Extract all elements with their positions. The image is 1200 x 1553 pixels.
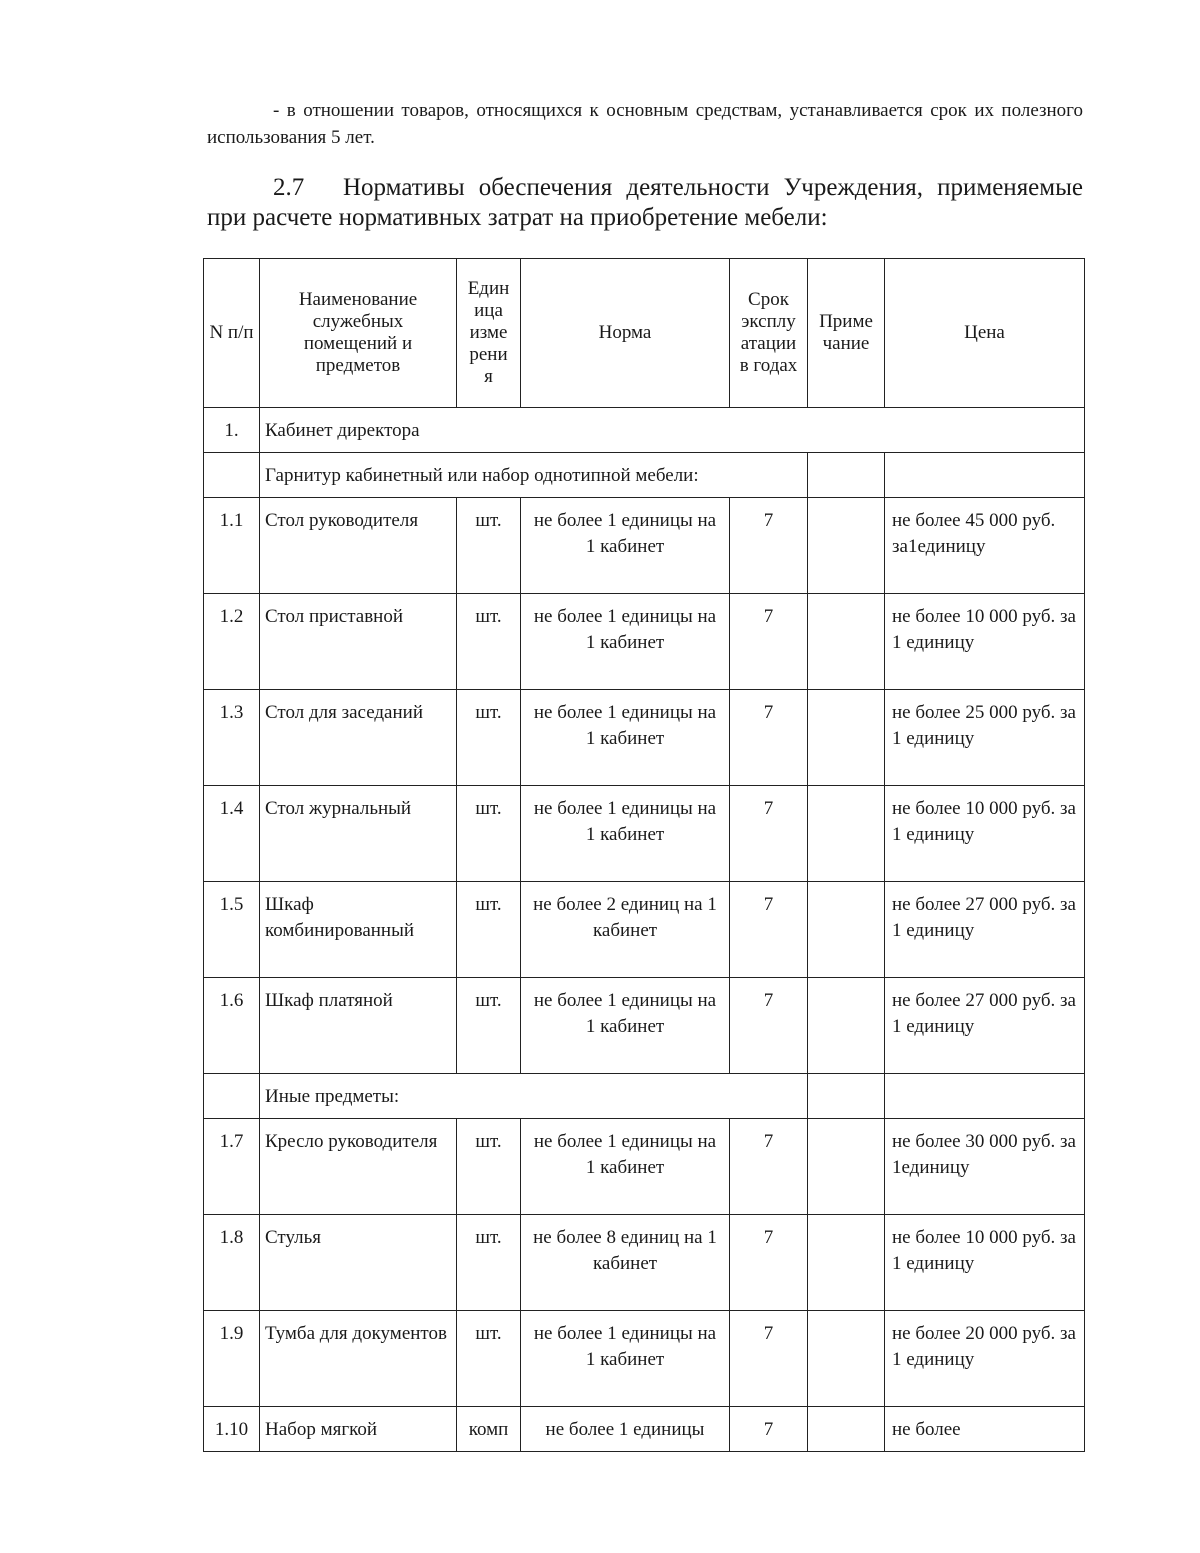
section-row (204, 408, 1085, 453)
row-num: 1.8 (204, 1215, 260, 1311)
row-name: Тумба для документов (260, 1311, 457, 1407)
section-row-name: Кабинет директора (260, 408, 1085, 453)
row-norm: не более 1 единицы на 1 кабинет (521, 1311, 730, 1407)
table-header-row (204, 259, 1085, 408)
header-num: N п/п (204, 259, 260, 408)
table-row (204, 1215, 1085, 1311)
row-unit: шт. (457, 1215, 521, 1311)
row-num: 1.3 (204, 690, 260, 786)
section-heading (207, 173, 1083, 233)
row-num: 1.4 (204, 786, 260, 882)
row-term: 7 (730, 1215, 808, 1311)
row-name: Шкаф платяной (260, 978, 457, 1074)
header-note: Приме чание (808, 259, 885, 408)
row-unit: шт. (457, 498, 521, 594)
row-norm: не более 1 единицы на 1 кабинет (521, 498, 730, 594)
row-name: Стол приставной (260, 594, 457, 690)
table-row (204, 690, 1085, 786)
table-row (204, 498, 1085, 594)
group-row-price (885, 453, 1085, 498)
row-norm: не более 8 единиц на 1 кабинет (521, 1215, 730, 1311)
row-term: 7 (730, 978, 808, 1074)
row-norm: не более 2 единиц на 1 кабинет (521, 882, 730, 978)
table-row (204, 786, 1085, 882)
table-row (204, 594, 1085, 690)
row-note (808, 498, 885, 594)
group-row-name: Гарнитур кабинетный или набор однотипной мебели: (260, 453, 808, 498)
row-price: не более 30 000 руб. за 1единицу (885, 1119, 1085, 1215)
row-num: 1.6 (204, 978, 260, 1074)
row-note (808, 1119, 885, 1215)
row-term: 7 (730, 690, 808, 786)
row-term: 7 (730, 1311, 808, 1407)
row-price: не более 10 000 руб. за 1 единицу (885, 594, 1085, 690)
row-price: не более 10 000 руб. за 1 единицу (885, 786, 1085, 882)
row-name: Шкаф комбинированный (260, 882, 457, 978)
row-norm: не более 1 единицы (521, 1407, 730, 1452)
row-name: Стулья (260, 1215, 457, 1311)
row-price: не более 45 000 руб. за1единицу (885, 498, 1085, 594)
intro-text: - в отношении товаров, относящихся к основным средствам, устанавливается срок их полезного использования 5 лет. (207, 100, 1083, 148)
row-unit: шт. (457, 690, 521, 786)
row-norm: не более 1 единицы на 1 кабинет (521, 786, 730, 882)
row-unit: шт. (457, 786, 521, 882)
header-price: Цена (885, 259, 1085, 408)
group-row (204, 453, 1085, 498)
section-number: 2.7 (273, 174, 305, 201)
header-name: Наименование служебных помещений и предметов (260, 259, 457, 408)
row-term: 7 (730, 1119, 808, 1215)
row-norm: не более 1 единицы на 1 кабинет (521, 594, 730, 690)
section-row-num: 1. (204, 408, 260, 453)
row-note (808, 1311, 885, 1407)
row-term: 7 (730, 594, 808, 690)
row-num: 1.10 (204, 1407, 260, 1452)
row-name: Кресло руководителя (260, 1119, 457, 1215)
header-term: Срок эксплу атации в годах (730, 259, 808, 408)
group-row-num (204, 453, 260, 498)
row-name: Стол журнальный (260, 786, 457, 882)
row-num: 1.1 (204, 498, 260, 594)
group-row-note (808, 453, 885, 498)
table-row (204, 1119, 1085, 1215)
row-unit: шт. (457, 978, 521, 1074)
group-row-note (808, 1074, 885, 1119)
row-num: 1.7 (204, 1119, 260, 1215)
row-term: 7 (730, 786, 808, 882)
row-note (808, 1407, 885, 1452)
row-price: не более 25 000 руб. за 1 единицу (885, 690, 1085, 786)
row-price: не более (885, 1407, 1085, 1452)
row-note (808, 594, 885, 690)
header-norm: Норма (521, 259, 730, 408)
row-norm: не более 1 единицы на 1 кабинет (521, 1119, 730, 1215)
row-norm: не более 1 единицы на 1 кабинет (521, 690, 730, 786)
row-unit: шт. (457, 1119, 521, 1215)
row-term: 7 (730, 498, 808, 594)
row-price: не более 20 000 руб. за 1 единицу (885, 1311, 1085, 1407)
row-price: не более 27 000 руб. за 1 единицу (885, 882, 1085, 978)
row-note (808, 1215, 885, 1311)
row-num: 1.9 (204, 1311, 260, 1407)
header-unit: Един ица изме рени я (457, 259, 521, 408)
row-unit: шт. (457, 1311, 521, 1407)
row-unit: шт. (457, 882, 521, 978)
group-row-name: Иные предметы: (260, 1074, 808, 1119)
row-note (808, 690, 885, 786)
table-row (204, 1311, 1085, 1407)
section-title: Нормативы обеспечения деятельности Учреждения, применяемые при расчете нормативных затрат на приобретение мебели: (207, 174, 1083, 231)
intro-paragraph (207, 97, 1083, 151)
row-name: Набор мягкой (260, 1407, 457, 1452)
row-term: 7 (730, 1407, 808, 1452)
row-price: не более 27 000 руб. за 1 единицу (885, 978, 1085, 1074)
row-price: не более 10 000 руб. за 1 единицу (885, 1215, 1085, 1311)
table-row (204, 978, 1085, 1074)
row-num: 1.5 (204, 882, 260, 978)
furniture-norms-table (203, 258, 1085, 1452)
row-norm: не более 1 единицы на 1 кабинет (521, 978, 730, 1074)
group-row-num (204, 1074, 260, 1119)
table-row (204, 882, 1085, 978)
row-name: Стол руководителя (260, 498, 457, 594)
row-num: 1.2 (204, 594, 260, 690)
row-note (808, 882, 885, 978)
row-note (808, 978, 885, 1074)
group-row-price (885, 1074, 1085, 1119)
row-note (808, 786, 885, 882)
table-row (204, 1407, 1085, 1452)
row-unit: шт. (457, 594, 521, 690)
group-row (204, 1074, 1085, 1119)
row-term: 7 (730, 882, 808, 978)
row-unit: комп (457, 1407, 521, 1452)
row-name: Стол для заседаний (260, 690, 457, 786)
